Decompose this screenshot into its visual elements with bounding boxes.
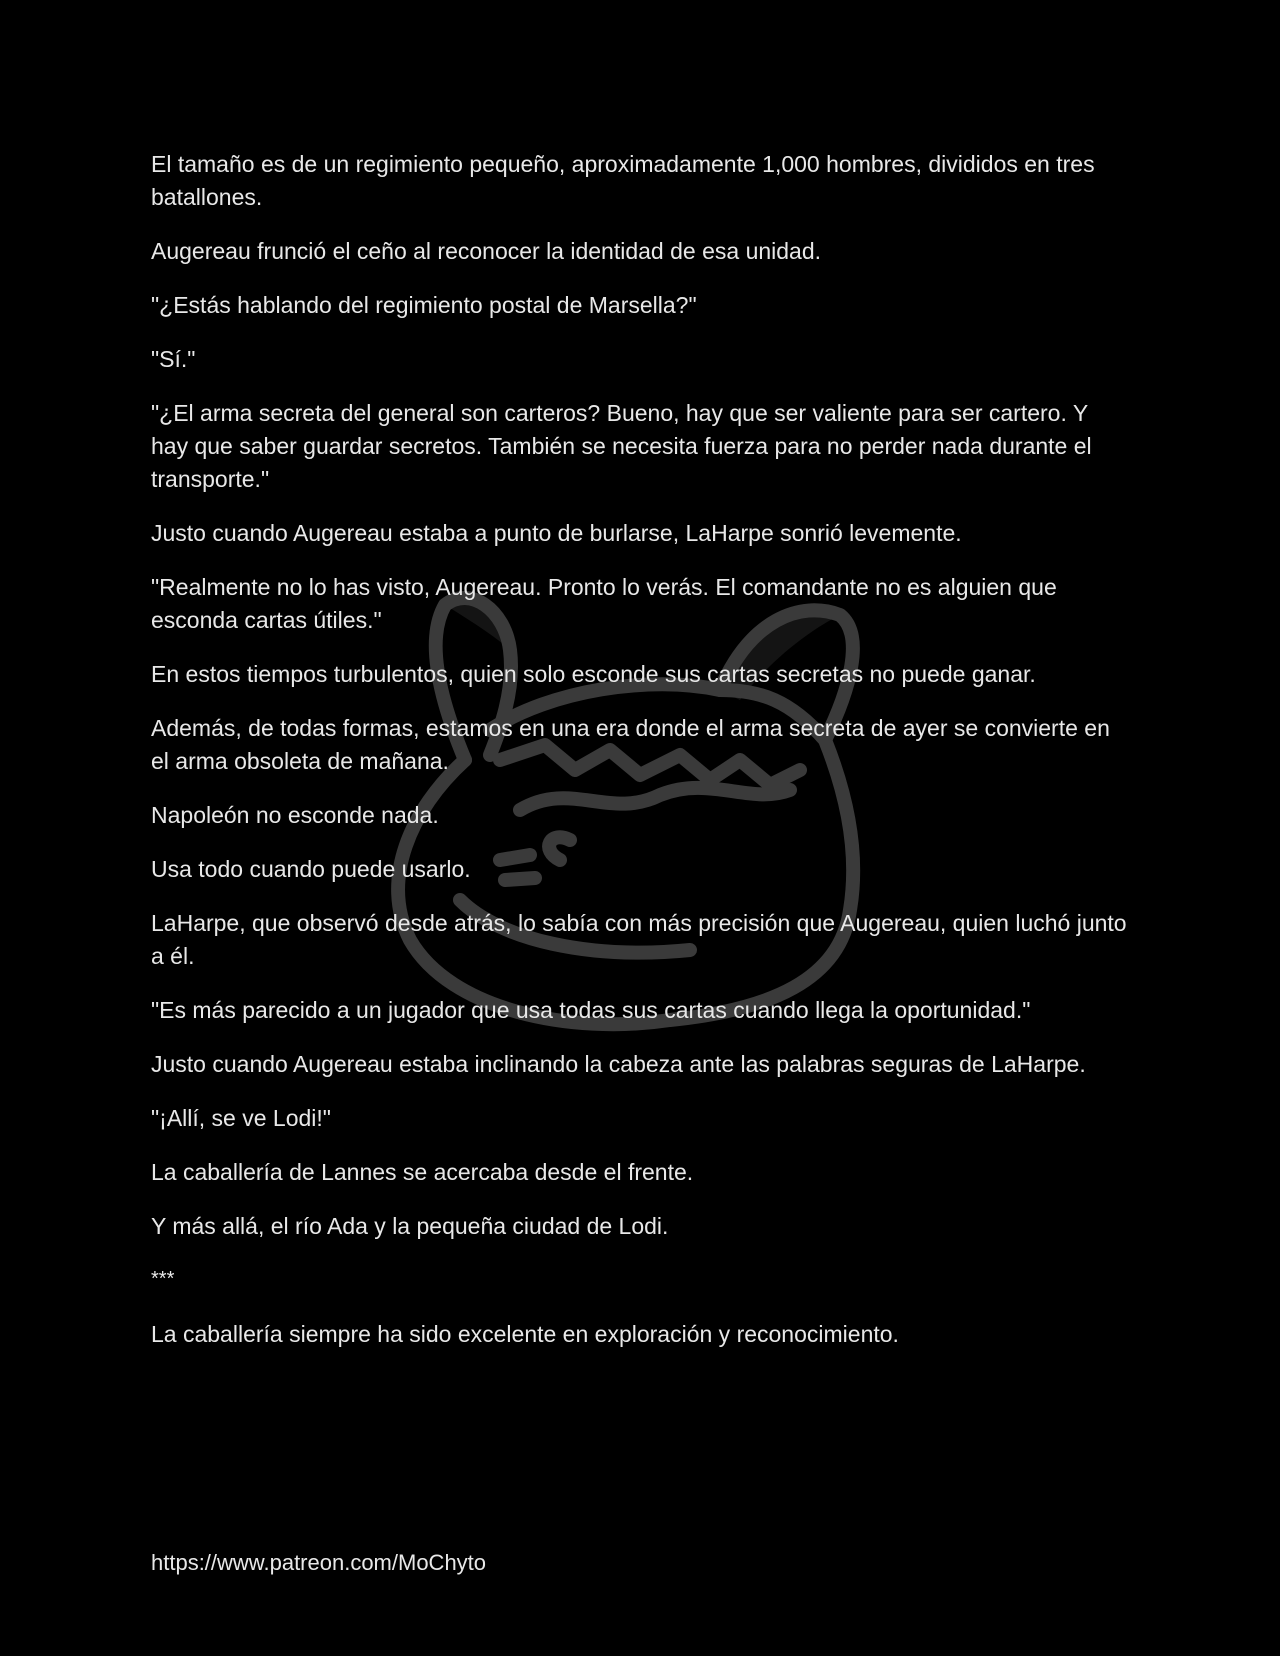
paragraph: La caballería de Lannes se acercaba desde el frente.: [151, 1159, 694, 1185]
paragraph: "Sí.": [151, 346, 196, 372]
paragraph: Justo cuando Augereau estaba a punto de burlarse, LaHarpe sonrió levemente.: [151, 520, 962, 546]
paragraph: Y más allá, el río Ada y la pequeña ciudad de Lodi.: [151, 1213, 669, 1239]
paragraph: Justo cuando Augereau estaba inclinando la cabeza ante las palabras seguras de LaHarpe.: [151, 1051, 1086, 1077]
paragraph: Augereau frunció el ceño al reconocer la identidad de esa unidad.: [151, 238, 822, 264]
paragraph: "Es más parecido a un jugador que usa todas sus cartas cuando llega la oportunidad.": [151, 997, 1031, 1023]
paragraph: La caballería siempre ha sido excelente en exploración y reconocimiento.: [151, 1321, 899, 1347]
paragraph: "¿El arma secreta del general son carteros? Bueno, hay que ser valiente para ser cartero. Y hay que saber guardar secretos. También se necesita fuerza para no perder nada durante el transporte.": [151, 400, 1092, 492]
patreon-link[interactable]: https://www.patreon.com/MoChyto: [151, 1550, 487, 1575]
paragraph: LaHarpe, que observó desde atrás, lo sabía con más precisión que Augereau, quien luchó junto a él.: [151, 910, 1127, 969]
paragraph: Además, de todas formas, estamos en una era donde el arma secreta de ayer se convierte en el arma obsoleta de mañana.: [151, 715, 1110, 774]
scene-separator: ***: [151, 1268, 175, 1290]
paragraph: El tamaño es de un regimiento pequeño, aproximadamente 1,000 hombres, divididos en tres batallones.: [151, 151, 1095, 210]
paragraph: "Realmente no lo has visto, Augereau. Pronto lo verás. El comandante no es alguien que esconda cartas útiles.": [151, 574, 1057, 633]
paragraph: "¡Allí, se ve Lodi!": [151, 1105, 331, 1131]
paragraph: Napoleón no esconde nada.: [151, 802, 439, 828]
paragraph: Usa todo cuando puede usarlo.: [151, 856, 471, 882]
story-text: [151, 148, 1131, 1372]
paragraph: En estos tiempos turbulentos, quien solo esconde sus cartas secretas no puede ganar.: [151, 661, 1036, 687]
paragraph: "¿Estás hablando del regimiento postal de Marsella?": [151, 292, 697, 318]
